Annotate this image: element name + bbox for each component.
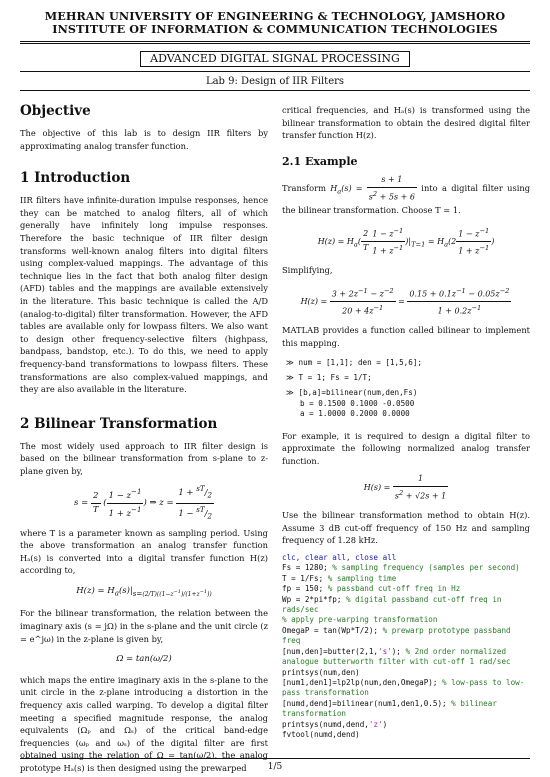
code-line: Fs = 1280; % sampling frequency (samples per second): [282, 563, 520, 573]
substitution-equation: $H(z) = H_a$( $\frac{2}{T}$ $\frac{1 - z^{-1}}{1 + z^{-1}}$ )$|_{T=1} = H_a(2$ $\frac{1 - z^{-1}}{1 + z^{-1}}$ ): [317, 226, 495, 256]
bilinear-heading: 2 Bilinear Transformation: [20, 415, 218, 432]
lab-title: Lab 9: Design of IIR Filters: [205, 76, 345, 87]
simplified-equation: H(z) = $\frac{3 + 2z^{-1} - z^{-2}}{20 + 4z^{-1}}$ = $\frac{0.15 + 0.1z^{-1} - 0.05z^{-2}}{1 + 0.2z^{-1}}$: [300, 286, 510, 316]
code-line: Wp = 2*pi*fp; % digital passband cut-off freq in rads/sec: [282, 594, 502, 615]
bilinear-text-3: For the bilinear transformation, the relation between the imaginary axis (s = jΩ) in the s-plane and the unit circle (z = e^jω) in the z-plane is given by,: [20, 608, 268, 644]
bilinear-text-2: where T is a parameter known as sampling period. Using the above transformation an analog transfer function Hₐ(s) is converted into a digital transfer function H(z) according to,: [20, 527, 268, 576]
omega-equation: Ω = tan(ω/2): [116, 654, 172, 665]
example-transform: [282, 174, 530, 216]
code-line: [numd,dend]=bilinear(num1,den1,0.5); % bilinear transformation: [282, 698, 497, 719]
university-name: MEHRAN UNIVERSITY OF ENGINEERING & TECHNOLOGY, JAMSHORO: [44, 9, 506, 23]
code-line: OmegaP = tan(Wp*T/2); % prewarp prototype passband freq: [282, 625, 511, 646]
code-line: [num,den]=butter(2,1,'s'); % 2nd order normalized analogue butterworth filter with cut-off 1 rad/sec: [282, 646, 511, 667]
course-title-box: ADVANCED DIGITAL SIGNAL PROCESSING: [140, 51, 410, 67]
bilinear-equation: s = $\frac{2}{T}$ ( $\frac{1 - z^{-1}}{1 + z^{-1}}$ ) ⇒ z = $\frac{1 + ^{sT}/_2}{1 - ^{sT}/_2}$: [74, 484, 212, 521]
code-line: printsys(num,den): [282, 667, 360, 677]
code-line: % apply pre-warping transformation: [282, 615, 438, 625]
header-rule-2: [20, 43, 530, 44]
example-text-3: Use the bilinear transformation method to obtain H(z). Assume 3 dB cut-off frequency of 150 Hz and sampling frequency of 1.28 kHz.: [282, 510, 530, 546]
console-cmd-3: ≫ [b,a]=bilinear(num,den,Fs): [286, 388, 418, 398]
right-column: [282, 104, 530, 740]
page-number: 1/5: [267, 762, 283, 772]
example-ha-equation: $H_a(s)$ = $\frac{s + 1}{s^2 + 5s + 6}$: [330, 175, 415, 202]
matlab-text: MATLAB provides a function called bilinear to implement this mapping.: [282, 325, 530, 348]
example-heading: 2.1 Example: [282, 154, 358, 168]
example-text-2: For example, it is required to design a digital filter to approximate the following normalized analog transfer function.: [282, 430, 530, 466]
continued-text: critical frequencies, and Hₐ(s) is transformed using the bilinear transformation to obtain the desired digital filter transfer function H(z).: [282, 105, 530, 141]
code-line: clc, clear all, close all: [282, 553, 397, 563]
header-rule: [20, 41, 530, 42]
console-cmd-1: ≫ num = [1,1]; den = [1,5,6];: [286, 357, 422, 367]
hz-equation: $H(z) = H_a(s)|_{s=(2/T)((1-z^{-1})/(1+z^{-1}))}$: [76, 586, 212, 598]
bilinear-text-4: which maps the entire imaginary axis in the s-plane to the unit circle in the z-plane introducing a distortion in the frequency axis called warping. To develop a digital filter meeting a specified magnitude response, the analog equivalents (Ωₚ and Ωₛ) of the critical band-edge frequencies (ωₚ and ωₛ) of the digital filter are first obtained using the relation of Ω = tan(ω/2), the analog prototype Hₐ(s) is then designed using the prewarped: [20, 674, 268, 773]
lab-rule-bottom: [20, 90, 530, 91]
objective-heading: Objective: [20, 103, 91, 119]
console-out-a: a = 1.0000 0.2000 0.0000: [300, 409, 410, 419]
objective-text: The objective of this lab is to design IIR filters by approximating analog transfer function.: [20, 128, 268, 151]
console-out-b: b = 0.1500 0.1000 -0.0500: [300, 398, 415, 408]
normalized-tf-equation: H(s) = $\frac{1}{s^2 + √2s + 1}$: [363, 474, 447, 501]
intro-heading: 1 Introduction: [20, 170, 131, 187]
code-line: fvtool(numd,dend): [282, 729, 360, 739]
transform-post: into a digital filter using the bilinear transformation. Choose T = 1.: [282, 183, 531, 216]
code-line: fp = 150; % passband cut-off freq in Hz: [282, 584, 461, 594]
institute-name: INSTITUTE OF INFORMATION & COMMUNICATION TECHNOLOGIES: [52, 22, 498, 36]
simplifying-label: Simplifying,: [282, 265, 333, 276]
lab-rule-top: [20, 71, 530, 72]
console-cmd-2: ≫ T = 1; Fs = 1/T;: [286, 373, 372, 382]
left-column: [20, 100, 268, 774]
intro-text: IIR filters have infinite-duration impulse responses, hence they can be matched to analog filters, all of which generally have infinitely long impulse responses. Therefore the basic technique of IIR filter design transforms well-known analog filters into digital filters using complex-valued mappings. The advantage of this technique lies in the fact that both analog filter design (AFD) tables and the mappings are available extensively in the literature. This basic technique is called the A/D (analog-to-digital) filter transformation. However, the AFD tables are available only for lowpass filters. We also want to design other frequency-selective filters (highpass, bandpass, bandstop, etc.). To do this, we need to apply frequency-band transformations to lowpass filters. These transformations are also complex-valued mappings, and they are also available in the literature.: [20, 195, 268, 395]
footer-rule: [20, 758, 530, 759]
matlab-code-block: [282, 553, 530, 740]
code-line: printsys(numd,dend,'z'): [282, 719, 388, 729]
transform-pre: Transform: [282, 183, 326, 194]
code-line: [num1,den1]=lp2lp(num,den,OmegaP); % low-pass to low-pass transformation: [282, 677, 525, 698]
code-line: T = 1/Fs; % sampling time: [282, 573, 397, 583]
bilinear-text-1: The most widely used approach to IIR filter design is based on the bilinear transformation from s-plane to z-plane given by,: [20, 440, 268, 476]
matlab-console: [282, 358, 530, 420]
